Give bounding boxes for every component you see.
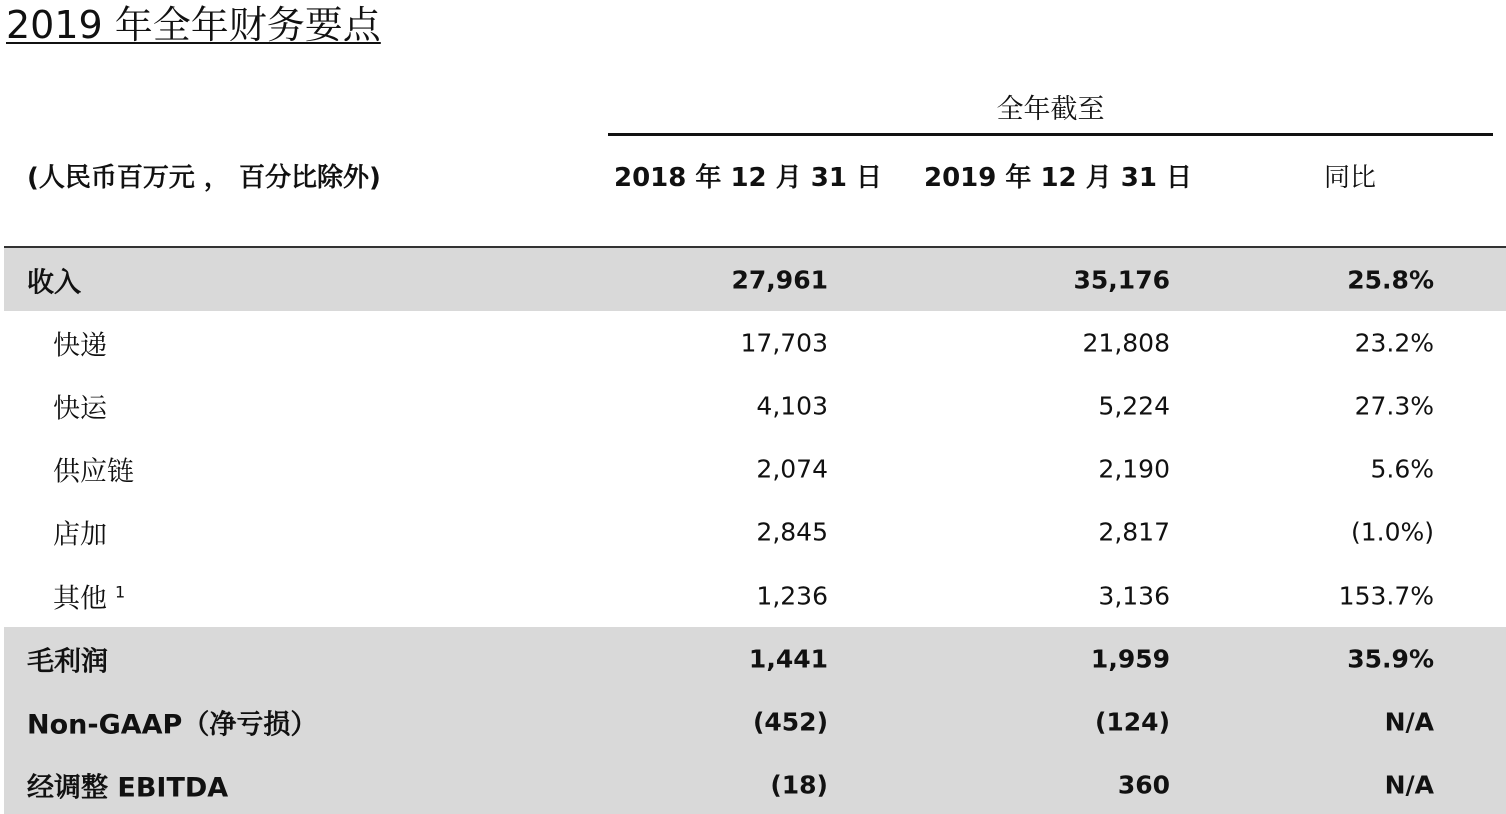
table-row-express bbox=[4, 311, 1506, 374]
value-yoy: N/A bbox=[1384, 770, 1434, 800]
value-2018: (452) bbox=[752, 707, 828, 737]
table-row-non-gaap-net-loss bbox=[4, 690, 1506, 753]
value-2018: 2,845 bbox=[756, 517, 828, 547]
footnote-marker: 1 bbox=[115, 582, 126, 602]
table-row-freight bbox=[4, 374, 1506, 437]
row-label: 快运 bbox=[53, 393, 107, 425]
value-2019: (124) bbox=[1094, 707, 1170, 737]
row-label: 其他 bbox=[53, 583, 107, 615]
table-row-adjusted-ebitda bbox=[4, 754, 1506, 814]
table-row-store-plus bbox=[4, 501, 1506, 564]
value-2018: 1,236 bbox=[756, 581, 828, 611]
value-2018: 27,961 bbox=[731, 265, 828, 295]
period-header-rule bbox=[608, 133, 1493, 136]
row-label: 收入 bbox=[27, 267, 81, 299]
value-yoy: 27.3% bbox=[1354, 391, 1434, 421]
value-yoy: 23.2% bbox=[1354, 328, 1434, 358]
unit-note: (人民币百万元 ， 百分比除外) bbox=[27, 163, 381, 193]
page-title: 2019 年全年财务要点 bbox=[6, 3, 381, 47]
value-2018: 2,074 bbox=[756, 454, 828, 484]
row-label-wrap bbox=[53, 576, 125, 615]
table-row-others bbox=[4, 564, 1506, 627]
value-2019: 3,136 bbox=[1098, 581, 1170, 611]
value-yoy: 153.7% bbox=[1338, 581, 1434, 611]
row-label: 毛利润 bbox=[27, 646, 108, 678]
value-2019: 21,808 bbox=[1082, 328, 1170, 358]
period-header: 全年截至 bbox=[996, 94, 1105, 125]
column-header-2018: 2018 年 12 月 31 日 bbox=[614, 163, 882, 193]
table-row-revenue bbox=[4, 248, 1506, 311]
value-yoy: (1.0%) bbox=[1350, 517, 1434, 547]
value-yoy: 35.9% bbox=[1347, 644, 1434, 674]
value-2018: 17,703 bbox=[740, 328, 828, 358]
column-header-yoy: 同比 bbox=[1323, 163, 1376, 193]
table-row-supply-chain bbox=[4, 438, 1506, 501]
table-row-gross-profit bbox=[4, 627, 1506, 690]
row-label: 经调整 EBITDA bbox=[27, 772, 229, 804]
value-2019: 1,959 bbox=[1090, 644, 1170, 674]
value-2019: 5,224 bbox=[1098, 391, 1170, 421]
value-2019: 360 bbox=[1117, 770, 1170, 800]
value-yoy: 5.6% bbox=[1370, 454, 1434, 484]
financial-table bbox=[4, 248, 1506, 814]
row-label: 快递 bbox=[53, 330, 107, 362]
value-2018: (18) bbox=[770, 770, 828, 800]
value-yoy: 25.8% bbox=[1347, 265, 1434, 295]
row-label: 供应链 bbox=[53, 456, 134, 488]
value-2019: 2,190 bbox=[1098, 454, 1170, 484]
column-header-2019: 2019 年 12 月 31 日 bbox=[924, 163, 1192, 193]
value-2018: 1,441 bbox=[748, 644, 828, 674]
value-yoy: N/A bbox=[1384, 707, 1434, 737]
row-label: 店加 bbox=[53, 519, 107, 551]
value-2019: 2,817 bbox=[1098, 517, 1170, 547]
value-2018: 4,103 bbox=[756, 391, 828, 421]
row-label: Non-GAAP（净亏损） bbox=[27, 709, 318, 741]
value-2019: 35,176 bbox=[1073, 265, 1170, 295]
